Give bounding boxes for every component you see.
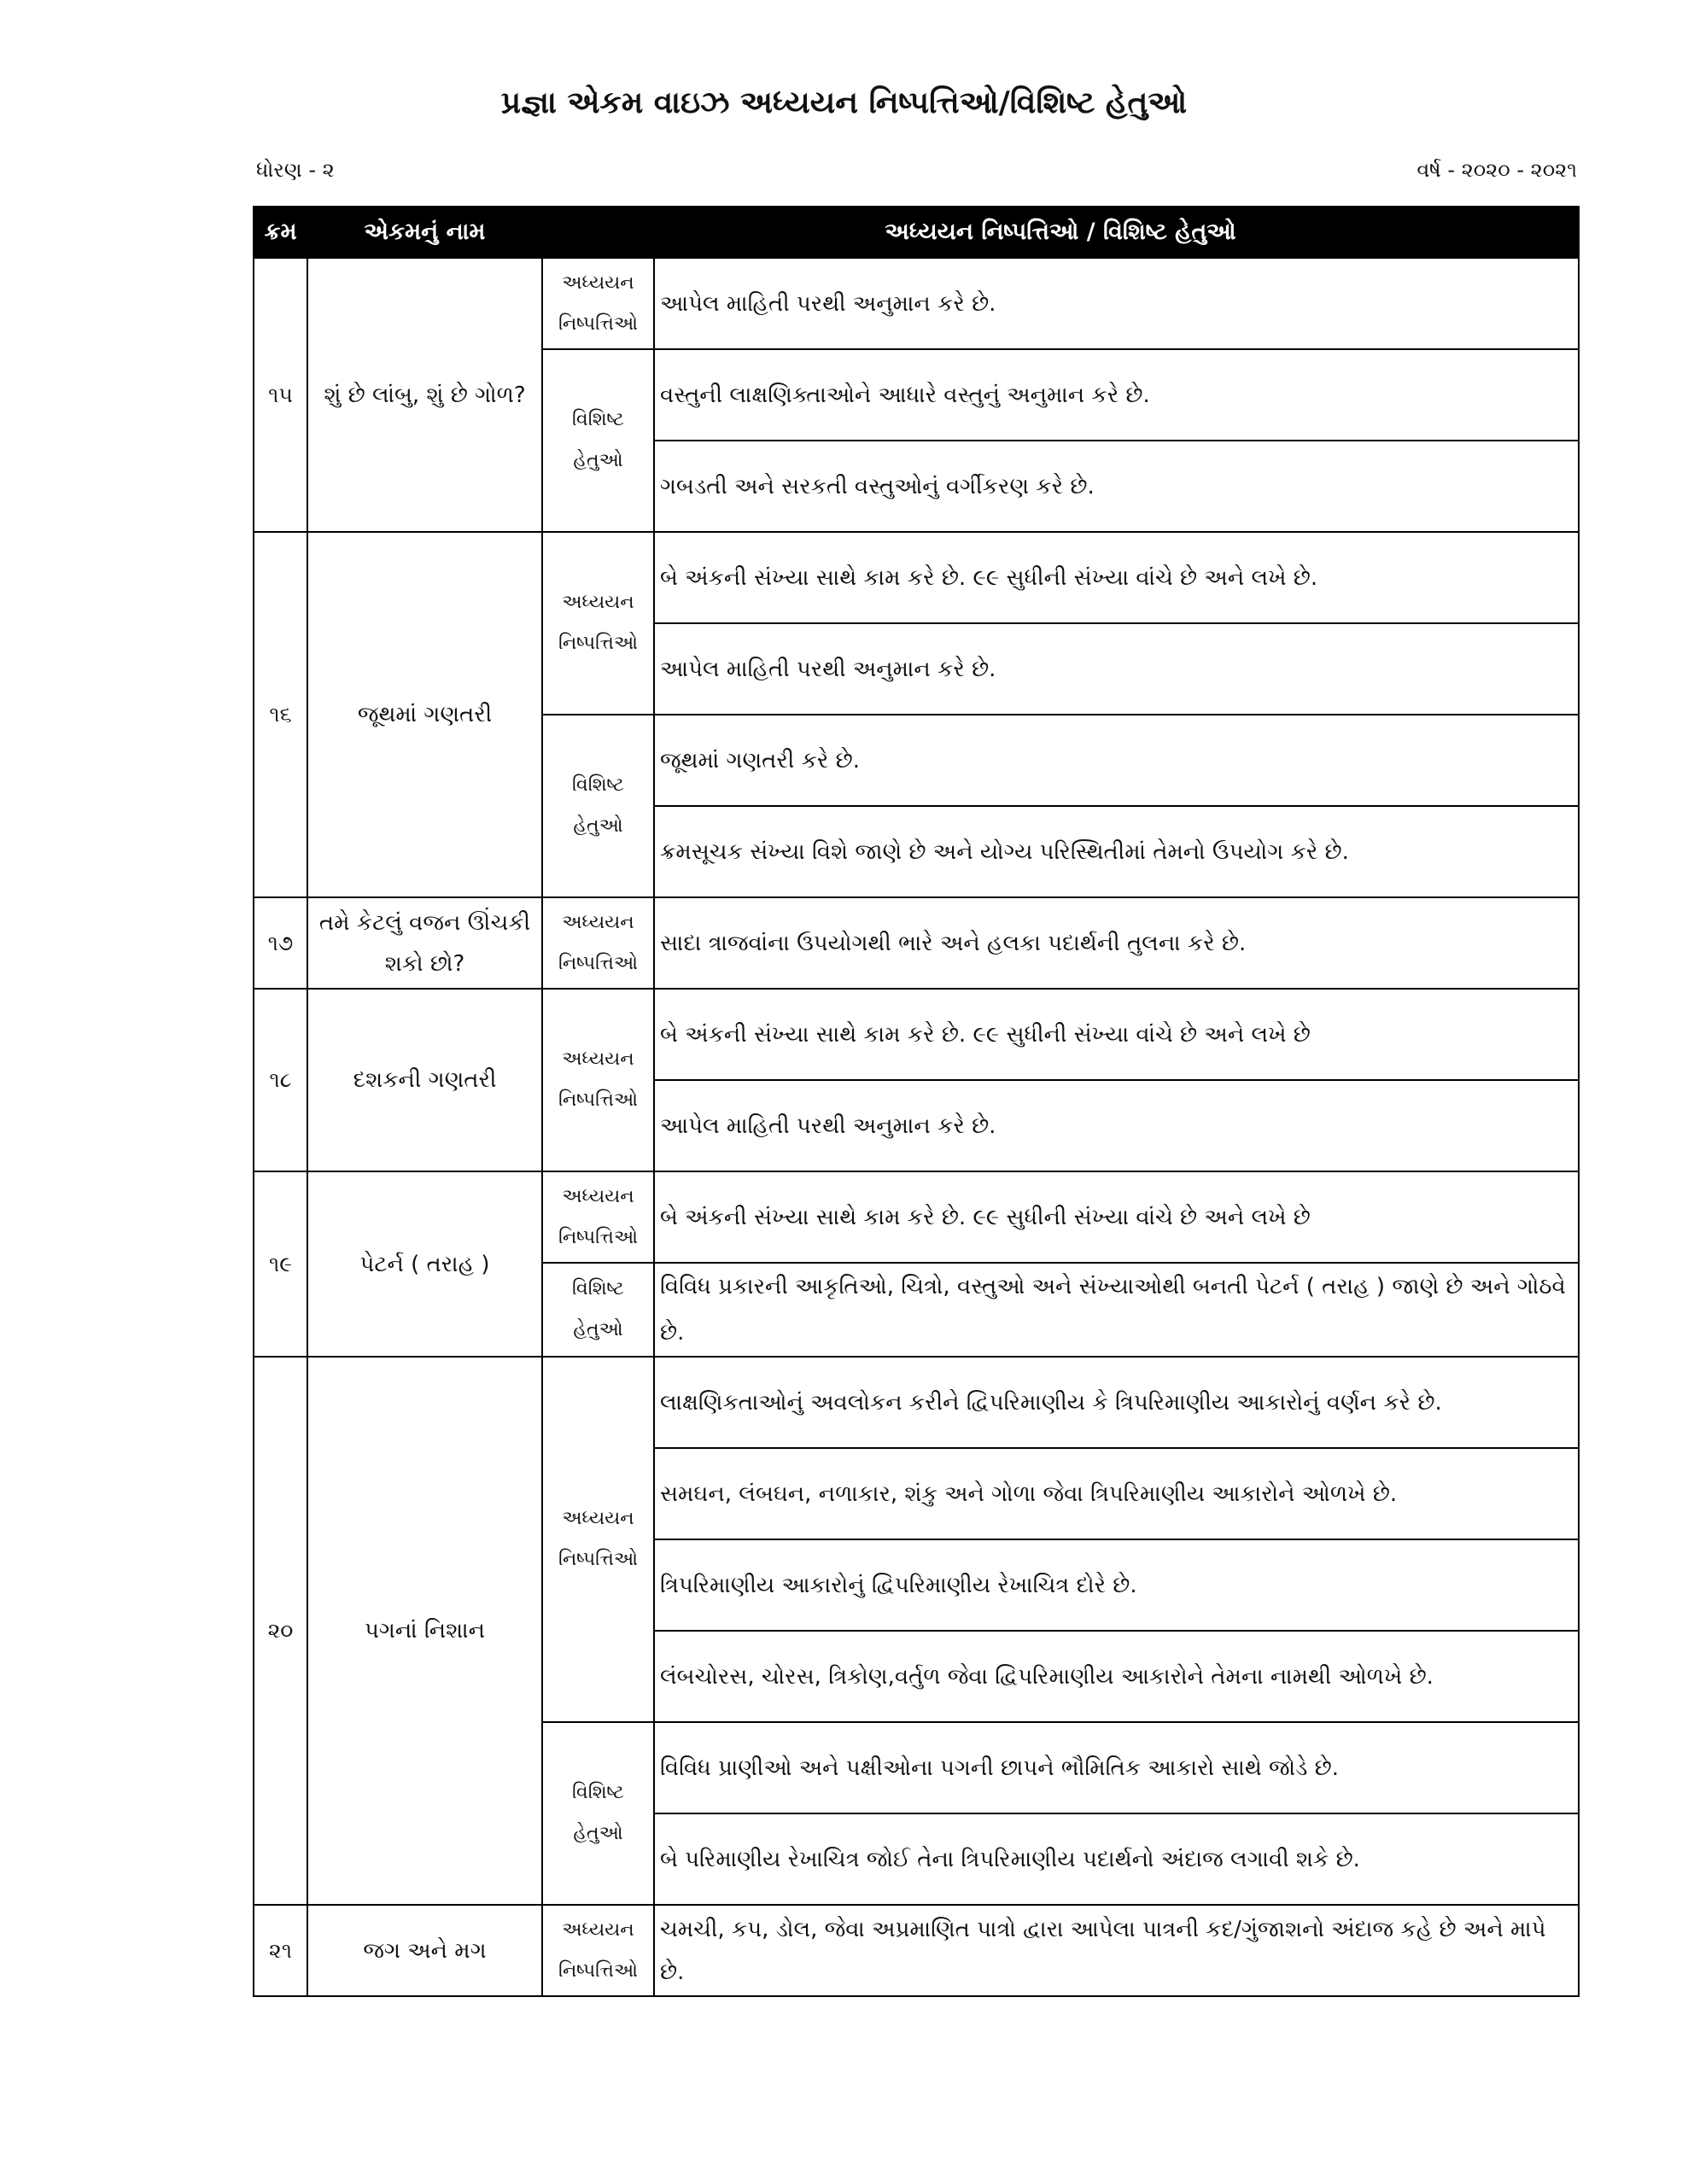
header-outcomes: અધ્યયન નિષ્પત્તિઓ / વિશિષ્ટ હેતુઓ — [542, 207, 1579, 258]
outcome-text: ત્રિપરિમાણીય આકારોનું દ્વિપરિમાણીય રેખાચિત્ર દોરે છે. — [654, 1539, 1579, 1631]
unit-number: ૧૯ — [254, 1171, 307, 1357]
outcome-text: આપેલ માહિતી પરથી અનુમાન કરે છે. — [654, 1080, 1579, 1171]
unit-name: તમે કેટલું વજન ઊંચકી શકો છો? — [307, 897, 542, 989]
standard-label: ધોરણ - ૨ — [256, 158, 335, 182]
unit-name: શું છે લાંબુ, શું છે ગોળ? — [307, 258, 542, 532]
table-row — [254, 1905, 1579, 1996]
table-row — [254, 258, 1579, 349]
objective-type: વિશિષ્ટ હેતુઓ — [542, 1722, 654, 1905]
unit-number: ૧૮ — [254, 989, 307, 1171]
header-row — [254, 207, 1579, 258]
outcome-text: બે અંકની સંખ્યા સાથે કામ કરે છે. ૯૯ સુધીની સંખ્યા વાંચે છે અને લખે છે. — [654, 532, 1579, 623]
outcome-type: અધ્યયન નિષ્પત્તિઓ — [542, 1171, 654, 1263]
outcome-text: સમઘન, લંબઘન, નળાકાર, શંકુ અને ગોળા જેવા ત્રિપરિમાણીય આકારોને ઓળખે છે. — [654, 1448, 1579, 1539]
outcome-type: અધ્યયન નિષ્પત્તિઓ — [542, 897, 654, 989]
unit-name: જૂથમાં ગણતરી — [307, 532, 542, 897]
outcome-text: બે અંકની સંખ્યા સાથે કામ કરે છે. ૯૯ સુધીની સંખ્યા વાંચે છે અને લખે છે — [654, 1171, 1579, 1263]
objective-type: વિશિષ્ટ હેતુઓ — [542, 1263, 654, 1357]
outcome-type: અધ્યયન નિષ્પત્તિઓ — [542, 532, 654, 715]
table-row — [254, 989, 1579, 1080]
outcome-text: સાદા ત્રાજવાંના ઉપયોગથી ભારે અને હલકા પદાર્થની તુલના કરે છે. — [654, 897, 1579, 989]
unit-number: ૧૭ — [254, 897, 307, 989]
objective-type: વિશિષ્ટ હેતુઓ — [542, 715, 654, 897]
header-num: ક્રમ — [254, 207, 307, 258]
outcomes-table — [253, 206, 1580, 1997]
outcome-type: અધ્યયન નિષ્પત્તિઓ — [542, 1905, 654, 1996]
objective-text: વિવિધ પ્રાણીઓ અને પક્ષીઓના પગની છાપને ભૌમિતિક આકારો સાથે જોડે છે. — [654, 1722, 1579, 1813]
table-row — [254, 532, 1579, 623]
outcome-text: લાક્ષણિકતાઓનું અવલોકન કરીને દ્વિપરિમાણીય કે ત્રિપરિમાણીય આકારોનું વર્ણન કરે છે. — [654, 1357, 1579, 1448]
objective-text: બે પરિમાણીય રેખાચિત્ર જોઈ તેના ત્રિપરિમાણીય પદાર્થનો અંદાજ લગાવી શકે છે. — [654, 1813, 1579, 1905]
unit-name: દશકની ગણતરી — [307, 989, 542, 1171]
outcome-type: અધ્યયન નિષ્પત્તિઓ — [542, 1357, 654, 1722]
year-label: વર્ષ - ૨૦૨૦ - ૨૦૨૧ — [1416, 158, 1577, 182]
objective-text: વિવિધ પ્રકારની આકૃતિઓ, ચિત્રો, વસ્તુઓ અને સંખ્યાઓથી બનતી પેટર્ન ( તરાહ ) જાણે છે અને ગોઠવે છે. — [654, 1263, 1579, 1357]
outcome-type: અધ્યયન નિષ્પત્તિઓ — [542, 258, 654, 349]
objective-text: જૂથમાં ગણતરી કરે છે. — [654, 715, 1579, 806]
unit-name: પગનાં નિશાન — [307, 1357, 542, 1905]
unit-name: જગ અને મગ — [307, 1905, 542, 1996]
header-name: એકમનું નામ — [307, 207, 542, 258]
outcome-text: આપેલ માહિતી પરથી અનુમાન કરે છે. — [654, 623, 1579, 715]
unit-number: ૧૫ — [254, 258, 307, 532]
table-row — [254, 1171, 1579, 1263]
objective-text: વસ્તુની લાક્ષણિક્તાઓને આધારે વસ્તુનું અનુમાન કરે છે. — [654, 349, 1579, 441]
unit-number: ૧૬ — [254, 532, 307, 897]
objective-type: વિશિષ્ટ હેતુઓ — [542, 349, 654, 532]
objective-text: ક્રમસૂચક સંખ્યા વિશે જાણે છે અને યોગ્ય પરિસ્થિતીમાં તેમનો ઉપયોગ કરે છે. — [654, 806, 1579, 897]
page-title: પ્રજ્ઞા એકમ વાઇઝ અધ્યયન નિષ્પત્તિઓ/વિશિષ્ટ હેતુઓ — [500, 85, 1188, 120]
outcome-text: આપેલ માહિતી પરથી અનુમાન કરે છે. — [654, 258, 1579, 349]
outcome-type: અધ્યયન નિષ્પત્તિઓ — [542, 989, 654, 1171]
unit-number: ૨૦ — [254, 1357, 307, 1905]
table-row — [254, 1357, 1579, 1448]
outcome-text: લંબચોરસ, ચોરસ, ત્રિકોણ,વર્તુળ જેવા દ્વિપરિમાણીય આકારોને તેમના નામથી ઓળખે છે. — [654, 1631, 1579, 1722]
outcome-text: ચમચી, કપ, ડોલ, જેવા અપ્રમાણિત પાત્રો દ્વારા આપેલા પાત્રની કદ/ગુંજાશનો અંદાજ કહે છે અને માપે છે. — [654, 1905, 1579, 1996]
unit-name: પેટર્ન ( તરાહ ) — [307, 1171, 542, 1357]
outcome-text: બે અંકની સંખ્યા સાથે કામ કરે છે. ૯૯ સુધીની સંખ્યા વાંચે છે અને લખે છે — [654, 989, 1579, 1080]
objective-text: ગબડતી અને સરકતી વસ્તુઓનું વર્ગીકરણ કરે છે. — [654, 441, 1579, 532]
unit-number: ૨૧ — [254, 1905, 307, 1996]
table-row — [254, 897, 1579, 989]
